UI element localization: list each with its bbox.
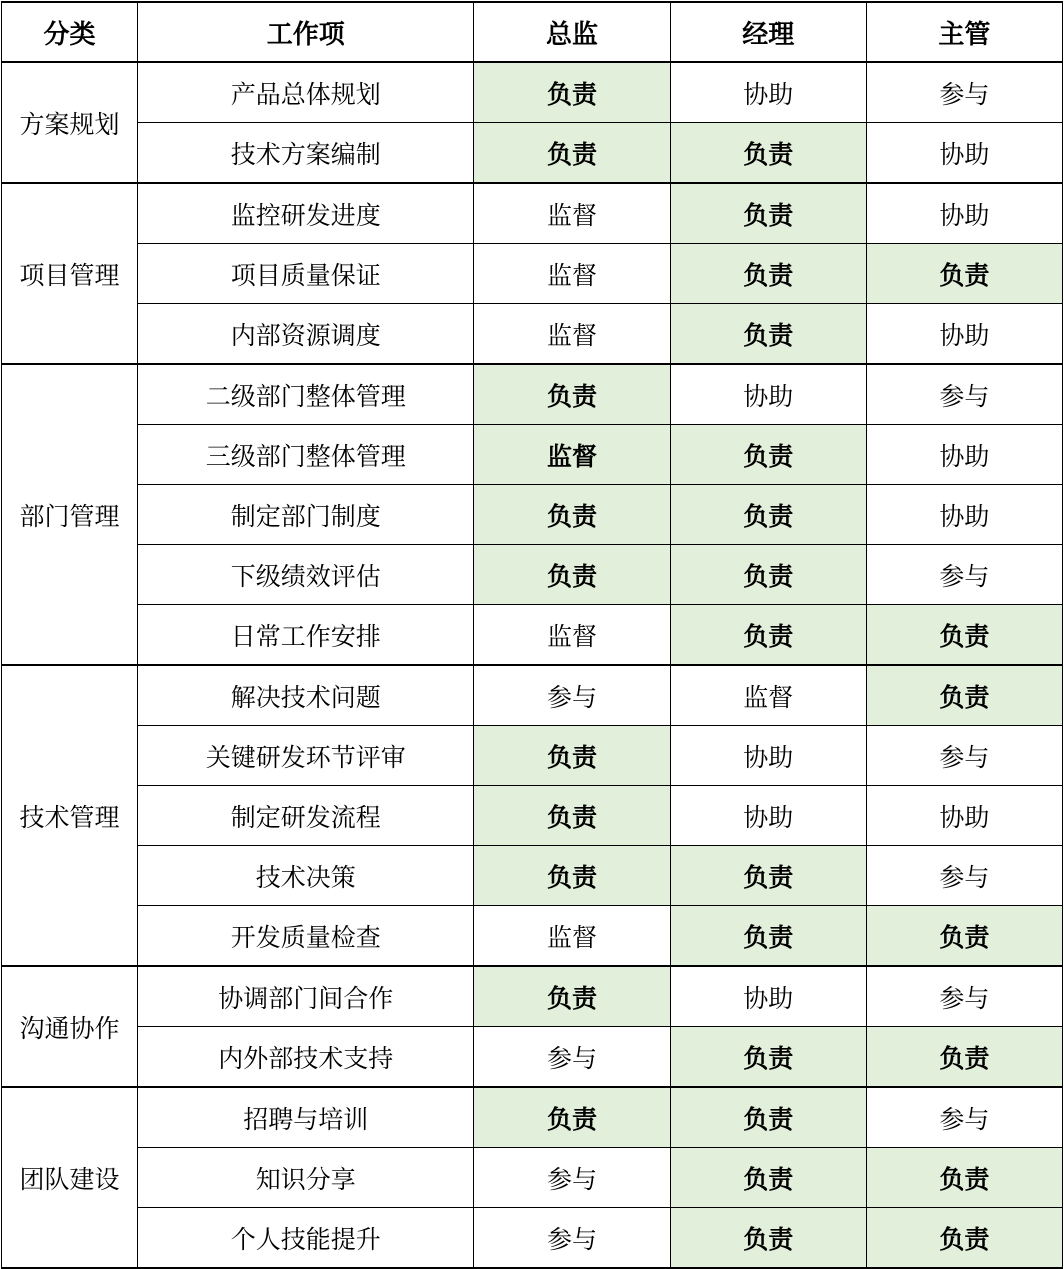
table-row	[2, 304, 1063, 365]
work-item-cell: 制定研发流程	[138, 786, 474, 846]
table-row	[2, 183, 1063, 244]
director-cell: 负责	[474, 846, 670, 906]
table-row	[2, 906, 1063, 967]
supervisor-cell: 协助	[866, 183, 1062, 244]
work-item-cell: 开发质量检查	[138, 906, 474, 967]
director-cell: 负责	[474, 966, 670, 1027]
manager-cell: 负责	[670, 906, 866, 967]
table-header	[2, 2, 1063, 62]
director-cell: 参与	[474, 1027, 670, 1088]
manager-cell: 负责	[670, 1027, 866, 1088]
director-cell: 负责	[474, 545, 670, 605]
manager-cell: 负责	[670, 244, 866, 304]
work-item-cell: 知识分享	[138, 1148, 474, 1208]
work-item-cell: 招聘与培训	[138, 1087, 474, 1148]
manager-cell: 负责	[670, 183, 866, 244]
work-item-cell: 监控研发进度	[138, 183, 474, 244]
supervisor-cell: 负责	[866, 1027, 1062, 1088]
director-cell: 负责	[474, 1087, 670, 1148]
manager-cell: 协助	[670, 966, 866, 1027]
table-row	[2, 1148, 1063, 1208]
manager-cell: 负责	[670, 1148, 866, 1208]
manager-cell: 负责	[670, 485, 866, 545]
header-row	[2, 2, 1063, 62]
supervisor-cell: 参与	[866, 846, 1062, 906]
table-row	[2, 605, 1063, 666]
table-row	[2, 726, 1063, 786]
manager-cell: 负责	[670, 425, 866, 485]
header-director: 总监	[474, 2, 670, 62]
category-cell: 部门管理	[2, 364, 138, 665]
manager-cell: 协助	[670, 786, 866, 846]
director-cell: 监督	[474, 244, 670, 304]
work-item-cell: 关键研发环节评审	[138, 726, 474, 786]
work-item-cell: 制定部门制度	[138, 485, 474, 545]
table-row	[2, 364, 1063, 425]
director-cell: 负责	[474, 726, 670, 786]
director-cell: 负责	[474, 123, 670, 184]
supervisor-cell: 负责	[866, 906, 1062, 967]
manager-cell: 协助	[670, 364, 866, 425]
manager-cell: 负责	[670, 1087, 866, 1148]
table-row	[2, 62, 1063, 123]
director-cell: 监督	[474, 183, 670, 244]
supervisor-cell: 协助	[866, 425, 1062, 485]
supervisor-cell: 协助	[866, 786, 1062, 846]
category-cell: 技术管理	[2, 665, 138, 966]
director-cell: 负责	[474, 786, 670, 846]
table-row	[2, 665, 1063, 726]
manager-cell: 负责	[670, 304, 866, 365]
work-item-cell: 日常工作安排	[138, 605, 474, 666]
manager-cell: 协助	[670, 726, 866, 786]
header-category: 分类	[2, 2, 138, 62]
work-item-cell: 产品总体规划	[138, 62, 474, 123]
director-cell: 负责	[474, 62, 670, 123]
work-item-cell: 二级部门整体管理	[138, 364, 474, 425]
director-cell: 参与	[474, 1148, 670, 1208]
work-item-cell: 项目质量保证	[138, 244, 474, 304]
responsibility-table	[1, 1, 1063, 1269]
work-item-cell: 内外部技术支持	[138, 1027, 474, 1088]
manager-cell: 负责	[670, 1208, 866, 1269]
supervisor-cell: 参与	[866, 364, 1062, 425]
table-row	[2, 545, 1063, 605]
manager-cell: 负责	[670, 605, 866, 666]
header-manager: 经理	[670, 2, 866, 62]
supervisor-cell: 负责	[866, 1148, 1062, 1208]
table-body	[2, 62, 1063, 1268]
supervisor-cell: 负责	[866, 665, 1062, 726]
table-row	[2, 1087, 1063, 1148]
table-row	[2, 966, 1063, 1027]
supervisor-cell: 参与	[866, 726, 1062, 786]
director-cell: 参与	[474, 665, 670, 726]
work-item-cell: 下级绩效评估	[138, 545, 474, 605]
work-item-cell: 解决技术问题	[138, 665, 474, 726]
director-cell: 监督	[474, 425, 670, 485]
work-item-cell: 协调部门间合作	[138, 966, 474, 1027]
supervisor-cell: 参与	[866, 545, 1062, 605]
supervisor-cell: 负责	[866, 605, 1062, 666]
supervisor-cell: 协助	[866, 485, 1062, 545]
table-row	[2, 244, 1063, 304]
director-cell: 监督	[474, 304, 670, 365]
header-supervisor: 主管	[866, 2, 1062, 62]
table-row	[2, 425, 1063, 485]
supervisor-cell: 负责	[866, 244, 1062, 304]
director-cell: 监督	[474, 906, 670, 967]
category-cell: 团队建设	[2, 1087, 138, 1268]
supervisor-cell: 参与	[866, 1087, 1062, 1148]
category-cell: 沟通协作	[2, 966, 138, 1087]
table-row	[2, 123, 1063, 184]
work-item-cell: 三级部门整体管理	[138, 425, 474, 485]
category-cell: 方案规划	[2, 62, 138, 183]
director-cell: 参与	[474, 1208, 670, 1269]
manager-cell: 负责	[670, 123, 866, 184]
category-cell: 项目管理	[2, 183, 138, 364]
table-row	[2, 786, 1063, 846]
supervisor-cell: 协助	[866, 123, 1062, 184]
work-item-cell: 技术方案编制	[138, 123, 474, 184]
manager-cell: 监督	[670, 665, 866, 726]
table-row	[2, 485, 1063, 545]
header-item: 工作项	[138, 2, 474, 62]
table-row	[2, 846, 1063, 906]
table-row	[2, 1027, 1063, 1088]
work-item-cell: 内部资源调度	[138, 304, 474, 365]
table-row	[2, 1208, 1063, 1269]
manager-cell: 协助	[670, 62, 866, 123]
work-item-cell: 个人技能提升	[138, 1208, 474, 1269]
work-item-cell: 技术决策	[138, 846, 474, 906]
supervisor-cell: 协助	[866, 304, 1062, 365]
supervisor-cell: 负责	[866, 1208, 1062, 1269]
supervisor-cell: 参与	[866, 62, 1062, 123]
director-cell: 负责	[474, 485, 670, 545]
director-cell: 负责	[474, 364, 670, 425]
manager-cell: 负责	[670, 545, 866, 605]
manager-cell: 负责	[670, 846, 866, 906]
director-cell: 监督	[474, 605, 670, 666]
supervisor-cell: 参与	[866, 966, 1062, 1027]
